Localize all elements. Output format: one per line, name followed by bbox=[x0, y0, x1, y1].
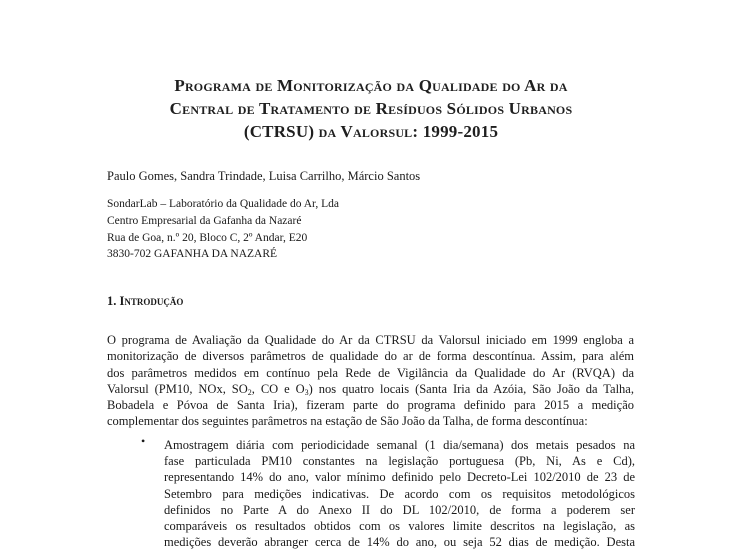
bullet-line: medições deverão abranger cerca de 14% do ano, ou seja 52 dias de medição. Desta bbox=[164, 535, 635, 550]
affiliation-line-4: 3830-702 GAFANHA DA NAZARÉ bbox=[107, 248, 278, 261]
bullet-line: comparáveis os resultados obtidos com os valores limite descritos na legislação, as bbox=[164, 519, 635, 534]
bullet-marker: • bbox=[141, 434, 146, 448]
bullet-line: Setembro para medições indicativas. De acordo com os requisitos metodológicos bbox=[164, 486, 635, 501]
title-line-3: (CTRSU) da Valorsul: 1999-2015 bbox=[243, 122, 499, 141]
bullet-line: fase particulada PM10 constantes na legislação portuguesa (Pb, Ni, As e Cd), bbox=[164, 454, 635, 469]
paragraph-line: Bobadela e Póvoa de Santa Iria), fizeram parte do programa definido para 2015 a medição bbox=[107, 398, 634, 413]
paragraph-line: dos parâmetros medidos em contínuo pela Rede de Vigilância da Qualidade do Ar (RVQA) da bbox=[107, 365, 634, 380]
paragraph-line: complementar dos seguintes parâmetros na estação de São João da Talha, de forma descontínua: bbox=[107, 414, 588, 429]
paragraph-text: , CO e O bbox=[251, 381, 305, 396]
intro-paragraph bbox=[107, 332, 634, 430]
title-line-2: Central de Tratamento de Resíduos Sólidos Urbanos bbox=[169, 99, 573, 118]
affiliation-block bbox=[107, 196, 339, 263]
subscript: 2 bbox=[247, 387, 252, 397]
paragraph-text: Valorsul (PM10, NOx, SO bbox=[107, 381, 248, 396]
subscript: 3 bbox=[304, 387, 309, 397]
title-line-1: Programa de Monitorização da Qualidade do Ar da bbox=[174, 76, 568, 95]
bullet-item bbox=[164, 437, 635, 550]
paragraph-text: ) nos quatro locais (Santa Iria da Azóia, São João da Talha, bbox=[308, 381, 634, 396]
paragraph-line bbox=[107, 381, 634, 397]
bullet-line: representando 14% do ano, valor mínimo definido pelo Decreto-Lei 102/2010 de 23 de bbox=[164, 470, 635, 485]
paragraph-line: O programa de Avaliação da Qualidade do Ar da CTRSU da Valorsul iniciado em 1999 engloba a bbox=[107, 333, 634, 347]
author-list: Paulo Gomes, Sandra Trindade, Luisa Carrilho, Márcio Santos bbox=[107, 169, 421, 183]
affiliation-line-2: Centro Empresarial da Gafanha da Nazaré bbox=[107, 214, 302, 227]
affiliation-line-3: Rua de Goa, n.º 20, Bloco C, 2º Andar, E20 bbox=[107, 231, 308, 244]
affiliation-line-1: SondarLab – Laboratório da Qualidade do Ar, Lda bbox=[107, 198, 340, 210]
bullet-line: Amostragem diária com periodicidade semanal (1 dia/semana) dos metais pesados na bbox=[164, 438, 635, 452]
paper-title bbox=[60, 74, 682, 143]
section-heading: 1. Introdução bbox=[107, 294, 184, 308]
paragraph-line: monitorização de diversos parâmetros de qualidade do ar de forma descontínua. Assim, para além bbox=[107, 349, 634, 364]
bullet-line: definidos no Parte A do Anexo II do DL 102/2010, de forma a poderem ser bbox=[164, 502, 635, 517]
